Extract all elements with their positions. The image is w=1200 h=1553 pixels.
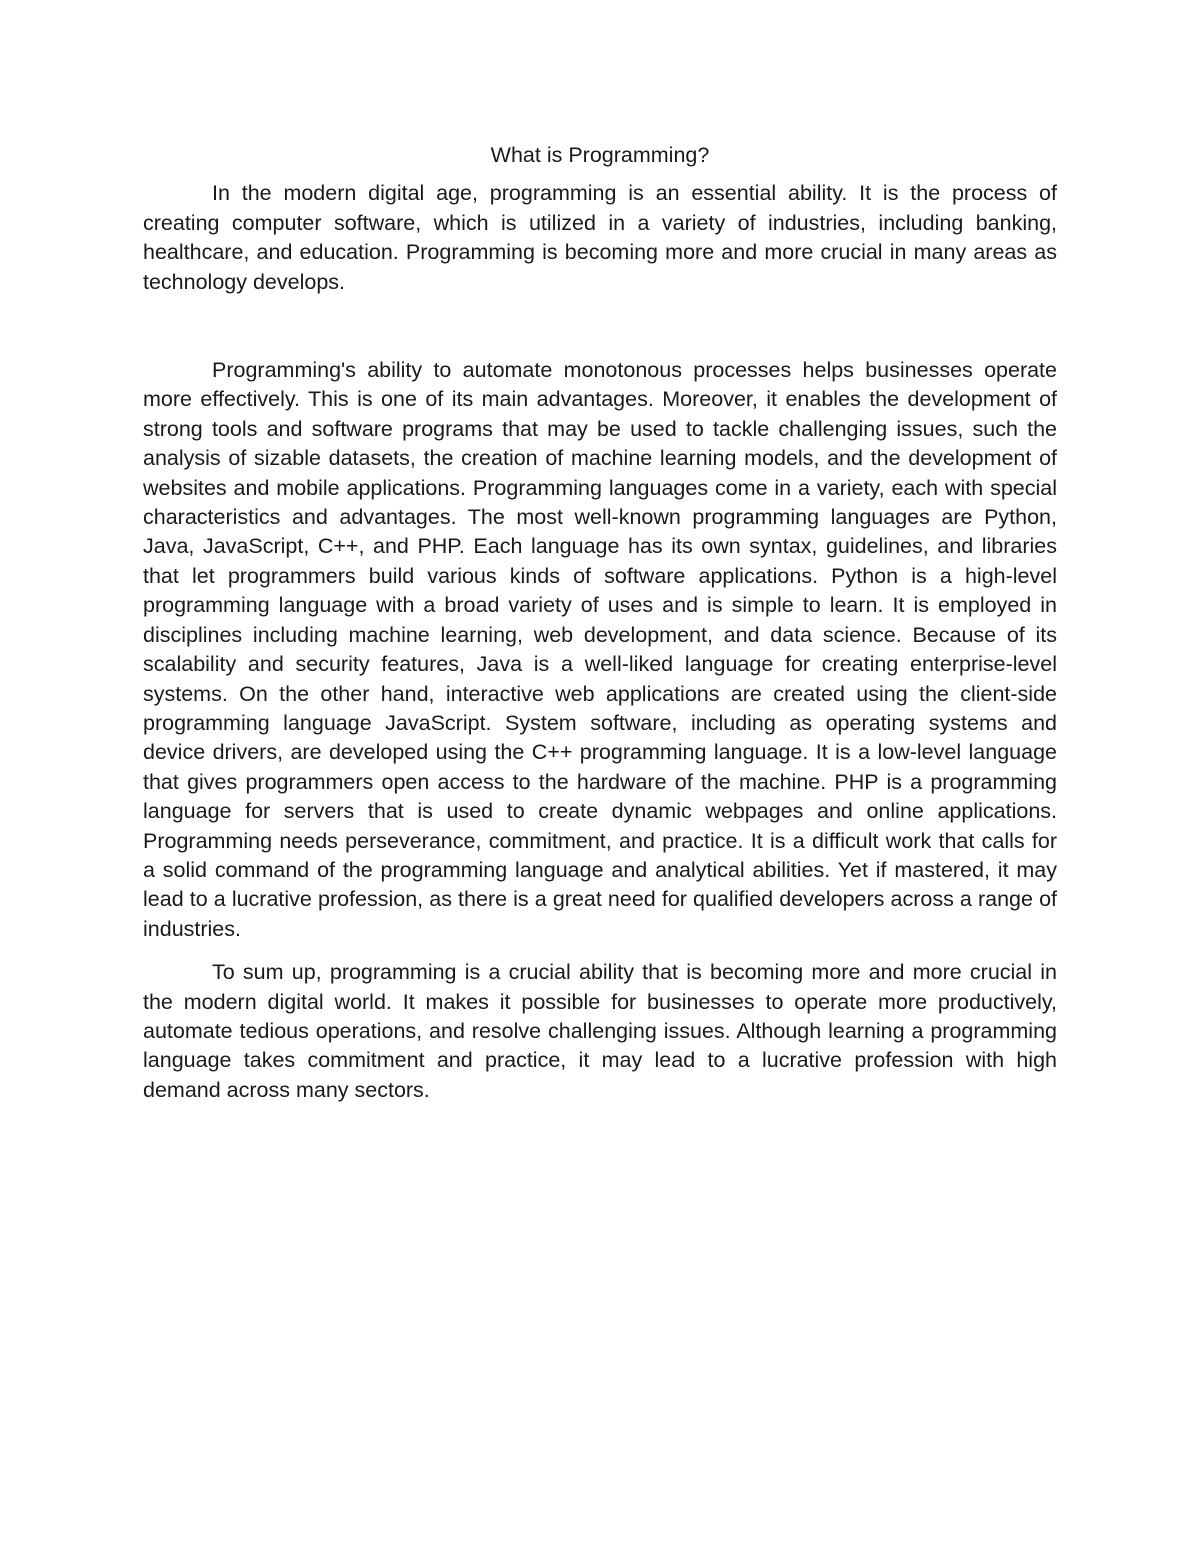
document-title: What is Programming? — [490, 143, 710, 167]
paragraph-conclusion: To sum up, programming is a crucial ability that is becoming more and more crucial in the modern digital world. It makes it possible for businesses to operate more productively, automate tedious operations, and resolve challenging issues. Although learning a programming language takes commitment and practice, it may lead to a lucrative profession with high demand across many sectors. — [143, 960, 1057, 1102]
paragraph-intro: In the modern digital age, programming is an essential ability. It is the process of creating computer software, which is utilized in a variety of industries, including banking, healthcare, and education. Programming is becoming more and more crucial in many areas as technology develops. — [143, 181, 1057, 294]
document-body — [143, 141, 1057, 1105]
paragraph-body: Programming's ability to automate monotonous processes helps businesses operate more effectively. This is one of its main advantages. Moreover, it enables the development of strong tools and software programs that may be used to tackle challenging issues, such the analysis of sizable datasets, the creation of machine learning models, and the development of websites and mobile applications. Programming languages come in a variety, each with special characteristics and advantages. The most well-known programming languages are Python, Java, JavaScript, C++, and PHP. Each language has its own syntax, guidelines, and libraries that let programmers build various kinds of software applications. Python is a high-level programming language with a broad variety of uses and is simple to learn. It is employed in disciplines including machine learning, web development, and data science. Because of its scalability and security features, Java is a well-liked language for creating enterprise-level systems. On the other hand, interactive web applications are created using the client-side programming language JavaScript. System software, including as operating systems and device drivers, are developed using the C++ programming language. It is a low-level language that gives programmers open access to the hardware of the machine. PHP is a programming language for servers that is used to create dynamic webpages and online applications. Programming needs perseverance, commitment, and practice. It is a difficult work that calls for a solid command of the programming language and analytical abilities. Yet if mastered, it may lead to a lucrative profession, as there is a great need for qualified developers across a range of industries. — [143, 358, 1057, 941]
